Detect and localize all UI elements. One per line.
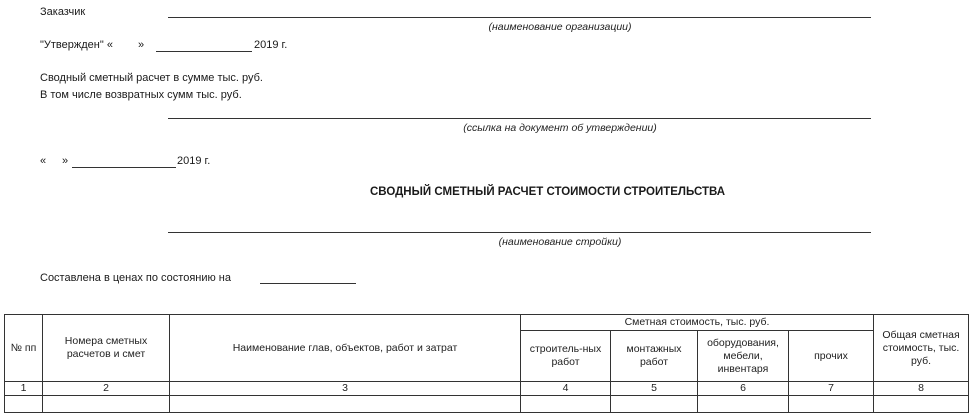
column-number: 5 [611,382,698,396]
column-number: 3 [170,382,521,396]
col-header-names: Наименование глав, объектов, работ и затрат [170,315,521,382]
refund-line: В том числе возвратных сумм тыс. руб. [40,89,242,101]
approved-year: 2019 г. [254,39,288,51]
date-prefix: « [40,155,47,167]
table-cell [789,396,874,413]
estimate-table [4,314,969,413]
table-row [5,396,969,413]
construction-caption: (наименование стройки) [498,236,622,248]
approved-prefix: "Утвержден" « [40,39,113,51]
doc-caption: (ссылка на документ об утверждении) [463,122,657,134]
col-header-construction: строитель-ных работ [521,331,611,382]
col-header-numbers: Номера сметных расчетов и смет [43,315,170,382]
table-header-row [5,315,969,331]
column-number: 2 [43,382,170,396]
date-year: 2019 г. [177,155,211,167]
col-header-installation: монтажных работ [611,331,698,382]
table-cell [611,396,698,413]
approved-mid: » [138,39,145,51]
construction-line [168,232,871,233]
date-line [72,167,176,168]
table-cell [521,396,611,413]
approved-date-line [156,51,252,52]
col-header-total: Общая сметная стоимость, тыс. руб. [874,315,969,382]
col-header-cost-group: Сметная стоимость, тыс. руб. [521,315,874,331]
table-cell [5,396,43,413]
customer-label: Заказчик [40,6,86,18]
document-title: СВОДНЫЙ СМЕТНЫЙ РАСЧЕТ СТОИМОСТИ СТРОИТЕЛЬСТВА [370,186,726,198]
table-cell [43,396,170,413]
col-header-other: прочих [789,331,874,382]
column-number: 8 [874,382,969,396]
column-number: 7 [789,382,874,396]
doc-line [168,118,871,119]
column-number: 1 [5,382,43,396]
customer-caption: (наименование организации) [488,21,632,33]
date-mid: » [62,155,69,167]
column-number: 4 [521,382,611,396]
table-cell [698,396,789,413]
table-cell [170,396,521,413]
prices-date-line [260,283,356,284]
table-cell [874,396,969,413]
col-header-equipment: оборудования, мебели, инвентаря [698,331,789,382]
prices-line: Составлена в ценах по состоянию на [40,272,231,284]
column-number: 6 [698,382,789,396]
col-header-no: № пп [5,315,43,382]
customer-line [168,17,871,18]
column-number-row [5,382,969,396]
sum-line: Сводный сметный расчет в сумме тыс. руб. [40,72,263,84]
